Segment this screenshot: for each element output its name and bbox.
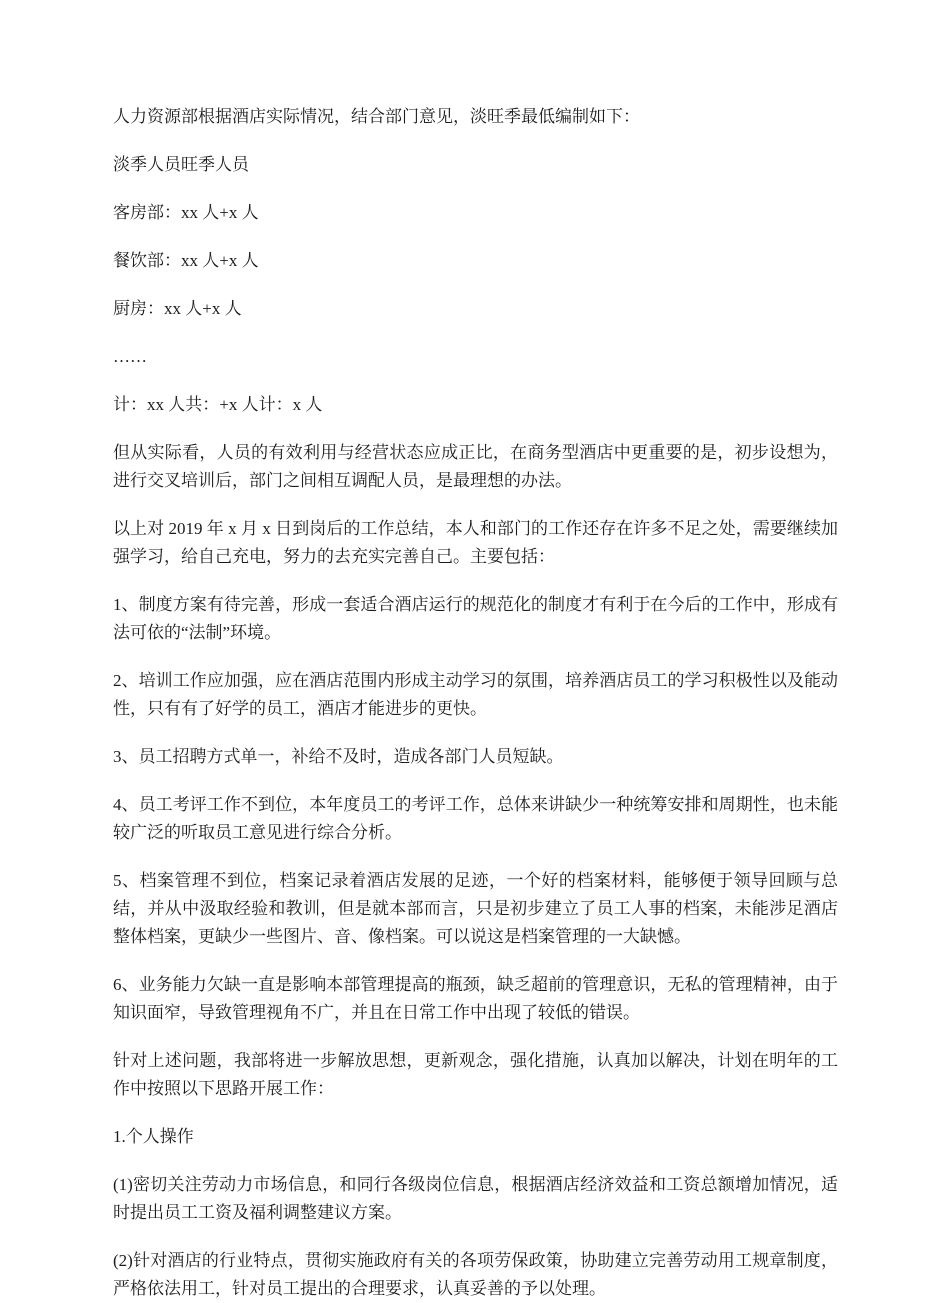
paragraph: 3、员工招聘方式单一，补给不及时，造成各部门人员短缺。 xyxy=(113,747,564,766)
paragraph: 4、员工考评工作不到位，本年度员工的考评工作，总体来讲缺少一种统筹安排和周期性，也未能较广泛的听取员工意见进行综合分析。 xyxy=(113,795,838,842)
paragraph: 2、培训工作应加强，应在酒店范围内形成主动学习的氛围，培养酒店员工的学习积极性以及能动性，只有有了好学的员工，酒店才能进步的更快。 xyxy=(113,671,838,718)
paragraph: 餐饮部：xx 人+x 人 xyxy=(113,251,259,270)
paragraph: …… xyxy=(113,347,147,366)
document-body xyxy=(113,103,838,1303)
paragraph: 6、业务能力欠缺一直是影响本部管理提高的瓶颈，缺乏超前的管理意识，无私的管理精神，由于知识面窄，导致管理视角不广，并且在日常工作中出现了较低的错误。 xyxy=(113,975,838,1022)
paragraph: 客房部：xx 人+x 人 xyxy=(113,203,259,222)
paragraph: 1、制度方案有待完善，形成一套适合酒店运行的规范化的制度才有利于在今后的工作中，形成有法可依的“法制”环境。 xyxy=(113,595,838,642)
paragraph: 1.个人操作 xyxy=(113,1127,194,1146)
paragraph: (2)针对酒店的行业特点，贯彻实施政府有关的各项劳保政策，协助建立完善劳动用工规章制度，严格依法用工，针对员工提出的合理要求，认真妥善的予以处理。 xyxy=(113,1251,838,1298)
paragraph: 人力资源部根据酒店实际情况，结合部门意见，淡旺季最低编制如下： xyxy=(113,107,640,126)
paragraph: (1)密切关注劳动力市场信息，和同行各级岗位信息，根据酒店经济效益和工资总额增加情况，适时提出员工工资及福利调整建议方案。 xyxy=(113,1175,838,1222)
paragraph: 但从实际看，人员的有效利用与经营状态应成正比，在商务型酒店中更重要的是，初步设想为，进行交叉培训后，部门之间相互调配人员，是最理想的办法。 xyxy=(113,443,838,490)
paragraph: 计：xx 人共：+x 人计：x 人 xyxy=(113,395,323,414)
paragraph: 针对上述问题，我部将进一步解放思想，更新观念，强化措施，认真加以解决，计划在明年的工作中按照以下思路开展工作： xyxy=(113,1051,838,1098)
paragraph: 以上对 2019 年 x 月 x 日到岗后的工作总结，本人和部门的工作还存在许多不足之处，需要继续加强学习，给自己充电，努力的去充实完善自己。主要包括： xyxy=(113,519,838,566)
paragraph: 淡季人员旺季人员 xyxy=(113,155,249,174)
paragraph: 厨房：xx 人+x 人 xyxy=(113,299,242,318)
paragraph: 5、档案管理不到位，档案记录着酒店发展的足迹，一个好的档案材料，能够便于领导回顾与总结，并从中汲取经验和教训，但是就本部而言，只是初步建立了员工人事的档案，未能涉足酒店整体档案，更缺少一些图片、音、像档案。可以说这是档案管理的一大缺憾。 xyxy=(113,871,838,946)
